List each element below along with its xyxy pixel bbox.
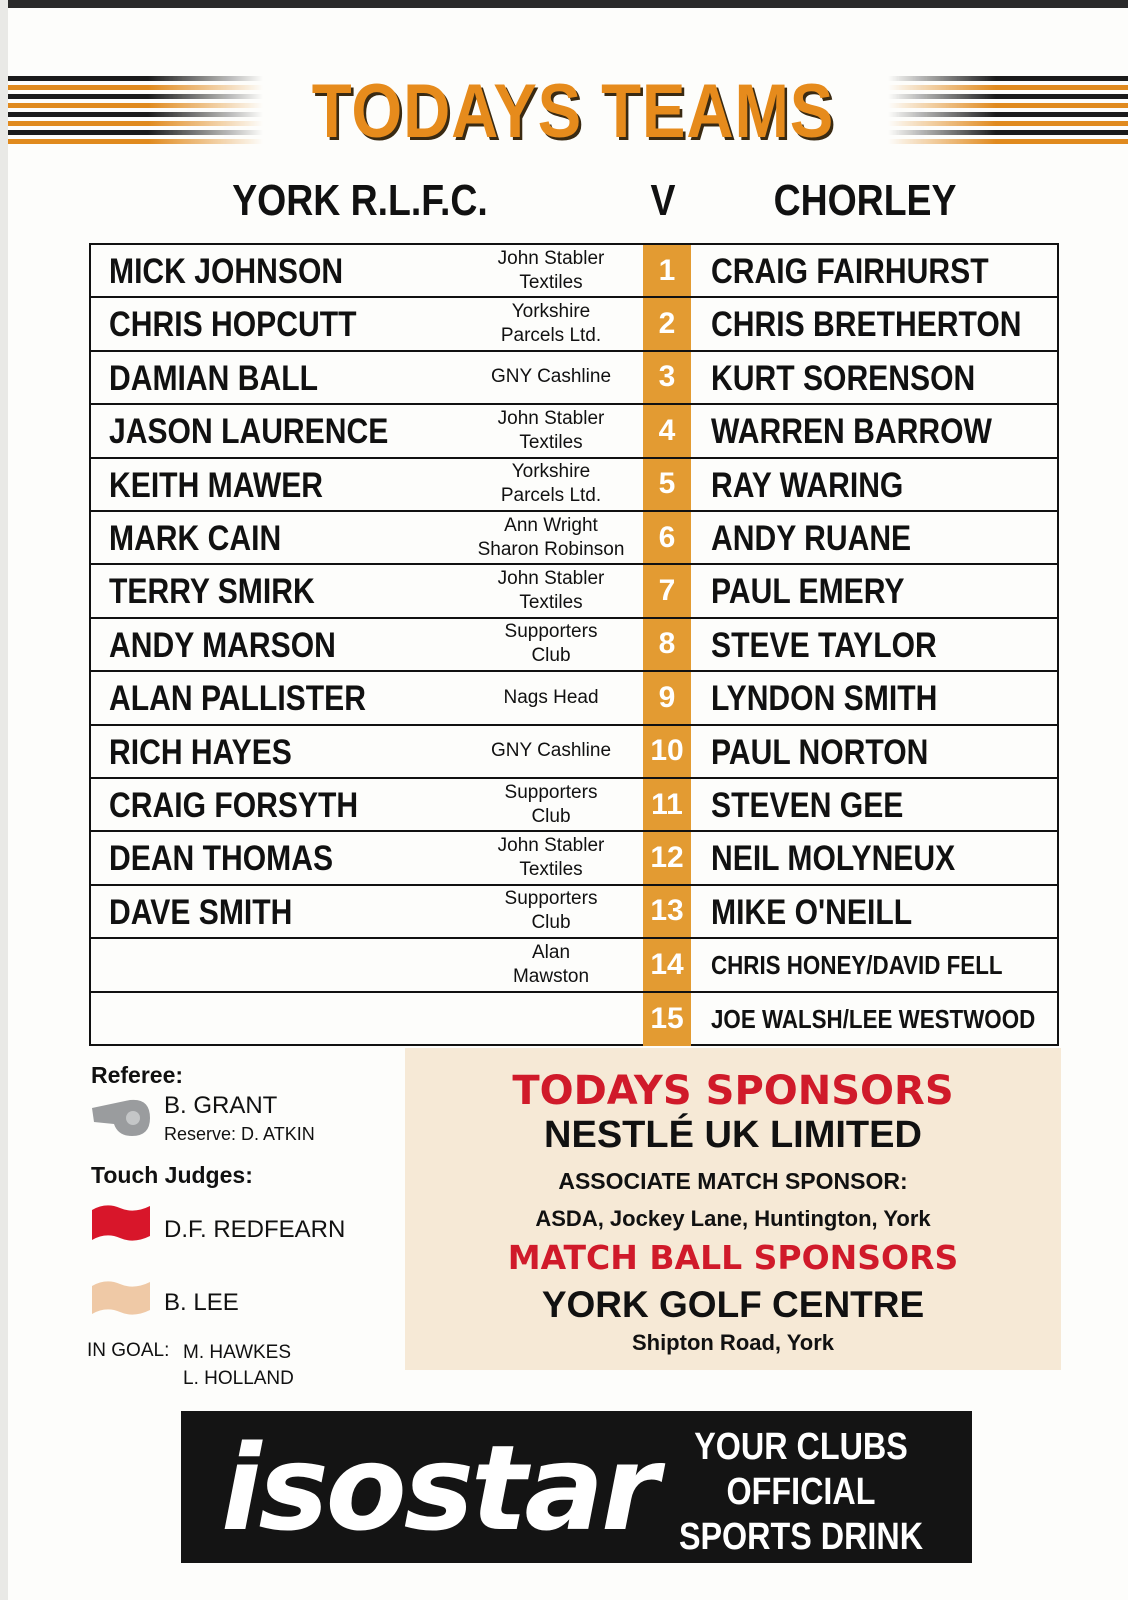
roster-row bbox=[91, 565, 1057, 618]
away-player-name: RAY WARING bbox=[711, 465, 904, 505]
player-sponsor bbox=[456, 459, 646, 510]
in-goal-judge-2: L. HOLLAND bbox=[183, 1368, 294, 1389]
away-player-name: CHRIS HONEY/DAVID FELL bbox=[711, 950, 1003, 981]
advert-line-2: OFFICIAL bbox=[726, 1471, 876, 1513]
player-sponsor bbox=[456, 832, 646, 883]
player-sponsor bbox=[456, 939, 646, 990]
away-player-name: WARREN BARROW bbox=[711, 412, 992, 452]
shirt-number: 13 bbox=[643, 886, 691, 937]
referee-label: Referee: bbox=[91, 1062, 184, 1088]
shirt-number: 14 bbox=[643, 939, 691, 990]
player-sponsor-line: Parcels Ltd. bbox=[500, 485, 602, 507]
player-sponsor bbox=[456, 512, 646, 563]
player-sponsor bbox=[456, 352, 646, 403]
reserve-referee: Reserve: D. ATKIN bbox=[164, 1124, 315, 1144]
shirt-number: 7 bbox=[643, 565, 691, 616]
associate-sponsor-label: ASSOCIATE MATCH SPONSOR: bbox=[558, 1168, 908, 1194]
player-sponsor-line: Club bbox=[531, 645, 571, 667]
player-sponsor bbox=[456, 779, 646, 830]
player-sponsor-line: Club bbox=[531, 805, 571, 827]
touch-judges-label: Touch Judges: bbox=[91, 1162, 253, 1188]
away-player-name: PAUL EMERY bbox=[711, 572, 905, 612]
in-goal-label: IN GOAL: bbox=[87, 1340, 170, 1361]
roster-row bbox=[91, 512, 1057, 565]
home-player-name: MARK CAIN bbox=[109, 519, 282, 558]
home-player-name: RICH HAYES bbox=[109, 732, 292, 772]
home-player-name: JASON LAURENCE bbox=[109, 412, 389, 452]
player-sponsor-line: Yorkshire bbox=[511, 461, 591, 483]
shirt-number: 3 bbox=[643, 352, 691, 403]
red-flag-icon bbox=[90, 1202, 152, 1246]
roster-row bbox=[91, 298, 1057, 351]
home-player-name: DAVE SMITH bbox=[109, 892, 293, 932]
away-player-name: LYNDON SMITH bbox=[711, 679, 938, 719]
player-sponsor-line: GNY Cashline bbox=[490, 366, 612, 388]
match-ball-heading: MATCH BALL SPONSORS bbox=[507, 1238, 959, 1277]
home-player-name: CRAIG FORSYTH bbox=[109, 786, 359, 825]
player-sponsor-line: Alan bbox=[531, 941, 571, 963]
advert-line-3: SPORTS DRINK bbox=[678, 1516, 924, 1558]
shirt-number: 9 bbox=[643, 672, 691, 723]
player-sponsor-line: Ann Wright bbox=[504, 514, 598, 536]
away-player-name: JOE WALSH/LEE WESTWOOD bbox=[711, 1003, 1036, 1034]
player-sponsor bbox=[456, 619, 646, 670]
away-player-name: KURT SORENSON bbox=[711, 358, 976, 398]
away-player-name: CHRIS BRETHERTON bbox=[711, 305, 1022, 345]
player-sponsor bbox=[456, 993, 646, 1046]
shirt-number: 8 bbox=[643, 619, 691, 670]
team-sheet-table bbox=[89, 243, 1059, 1046]
player-sponsor-line: Parcels Ltd. bbox=[500, 325, 602, 347]
home-player-name: TERRY SMIRK bbox=[109, 572, 315, 612]
player-sponsor bbox=[456, 565, 646, 616]
roster-row bbox=[91, 939, 1057, 992]
roster-row bbox=[91, 832, 1057, 885]
player-sponsor-line: John Stabler bbox=[497, 568, 605, 590]
associate-sponsor: ASDA, Jockey Lane, Huntington, York bbox=[535, 1206, 931, 1231]
player-sponsor-line: Textiles bbox=[519, 592, 583, 614]
in-goal-judges bbox=[183, 1340, 294, 1392]
advert-line-1: YOUR CLUBS bbox=[694, 1426, 908, 1468]
player-sponsor bbox=[456, 672, 646, 723]
player-sponsor-line: Sharon Robinson bbox=[477, 538, 625, 560]
player-sponsor bbox=[456, 886, 646, 937]
player-sponsor-line: Club bbox=[531, 912, 571, 934]
away-player-name: NEIL MOLYNEUX bbox=[711, 839, 956, 879]
home-player-name: KEITH MAWER bbox=[109, 465, 324, 505]
player-sponsor-line: Mawston bbox=[512, 965, 590, 987]
main-sponsor: NESTLÉ UK LIMITED bbox=[544, 1114, 922, 1156]
shirt-number: 10 bbox=[643, 726, 691, 777]
shirt-number: 11 bbox=[643, 779, 691, 830]
player-sponsor-line: Textiles bbox=[519, 431, 583, 453]
page-left-edge bbox=[0, 0, 8, 1600]
shirt-number: 1 bbox=[643, 245, 691, 296]
home-player-name: MICK JOHNSON bbox=[109, 252, 344, 291]
shirt-number: 5 bbox=[643, 459, 691, 510]
roster-row bbox=[91, 993, 1057, 1046]
roster-row bbox=[91, 245, 1057, 298]
roster-row bbox=[91, 886, 1057, 939]
header-stripes-right bbox=[888, 76, 1128, 146]
match-ball-sponsor: YORK GOLF CENTRE bbox=[541, 1284, 925, 1325]
roster-row bbox=[91, 726, 1057, 779]
page-title: TODAYS TEAMS bbox=[311, 69, 835, 154]
advert-tagline bbox=[674, 1425, 929, 1560]
home-player-name: ANDY MARSON bbox=[109, 625, 336, 665]
player-sponsor-line: Textiles bbox=[519, 859, 583, 881]
player-sponsor bbox=[456, 245, 646, 296]
sponsors-heading: TODAYS SPONSORS bbox=[512, 1068, 954, 1114]
player-sponsor bbox=[456, 298, 646, 349]
player-sponsor-line: John Stabler bbox=[497, 247, 605, 269]
versus-label: V bbox=[650, 176, 676, 225]
shirt-number: 4 bbox=[643, 405, 691, 456]
player-sponsor-line: John Stabler bbox=[497, 835, 605, 857]
beige-flag-icon bbox=[90, 1278, 152, 1320]
whistle-icon bbox=[90, 1096, 152, 1138]
roster-row bbox=[91, 779, 1057, 832]
home-player-name: DEAN THOMAS bbox=[109, 839, 334, 879]
shirt-number: 6 bbox=[643, 512, 691, 563]
roster-row bbox=[91, 672, 1057, 725]
away-player-name: STEVEN GEE bbox=[711, 786, 904, 825]
roster-row bbox=[91, 619, 1057, 672]
roster-row bbox=[91, 459, 1057, 512]
home-player-name: ALAN PALLISTER bbox=[109, 679, 366, 719]
roster-row bbox=[91, 405, 1057, 458]
header-stripes-left bbox=[8, 76, 263, 146]
shirt-number: 12 bbox=[643, 832, 691, 883]
player-sponsor-line: Supporters bbox=[504, 621, 598, 643]
player-sponsor-line: Textiles bbox=[519, 271, 583, 293]
touch-judge-2: B. LEE bbox=[164, 1289, 239, 1316]
player-sponsor-line: GNY Cashline bbox=[490, 740, 612, 762]
roster-row bbox=[91, 352, 1057, 405]
home-player-name: DAMIAN BALL bbox=[109, 358, 319, 398]
referee-name: B. GRANT bbox=[164, 1092, 278, 1119]
in-goal-judge-1: M. HAWKES bbox=[183, 1342, 292, 1363]
home-player-name: CHRIS HOPCUTT bbox=[109, 305, 357, 345]
isostar-logo: isostar bbox=[221, 1419, 657, 1557]
match-ball-sponsor-address: Shipton Road, York bbox=[631, 1330, 835, 1355]
player-sponsor-line: John Stabler bbox=[497, 407, 605, 429]
away-player-name: STEVE TAYLOR bbox=[711, 625, 937, 665]
touch-judge-1: D.F. REDFEARN bbox=[164, 1216, 346, 1243]
player-sponsor-line: Supporters bbox=[504, 781, 598, 803]
player-sponsor-line: Supporters bbox=[504, 888, 598, 910]
shirt-number: 2 bbox=[643, 298, 691, 349]
away-player-name: ANDY RUANE bbox=[711, 519, 912, 558]
player-sponsor bbox=[456, 726, 646, 777]
away-player-name: CRAIG FAIRHURST bbox=[711, 252, 989, 291]
away-player-name: PAUL NORTON bbox=[711, 732, 929, 772]
shirt-number: 15 bbox=[643, 993, 691, 1046]
player-sponsor-line: Nags Head bbox=[503, 686, 599, 708]
away-player-name: MIKE O'NEILL bbox=[711, 892, 913, 932]
sponsors-panel bbox=[405, 1048, 1061, 1370]
isostar-advert bbox=[181, 1411, 972, 1563]
home-team-heading: YORK R.L.F.C. bbox=[232, 176, 488, 225]
page-top-edge bbox=[0, 0, 1128, 8]
away-team-heading: CHORLEY bbox=[773, 176, 957, 225]
player-sponsor-line: Yorkshire bbox=[511, 301, 591, 323]
player-sponsor bbox=[456, 405, 646, 456]
